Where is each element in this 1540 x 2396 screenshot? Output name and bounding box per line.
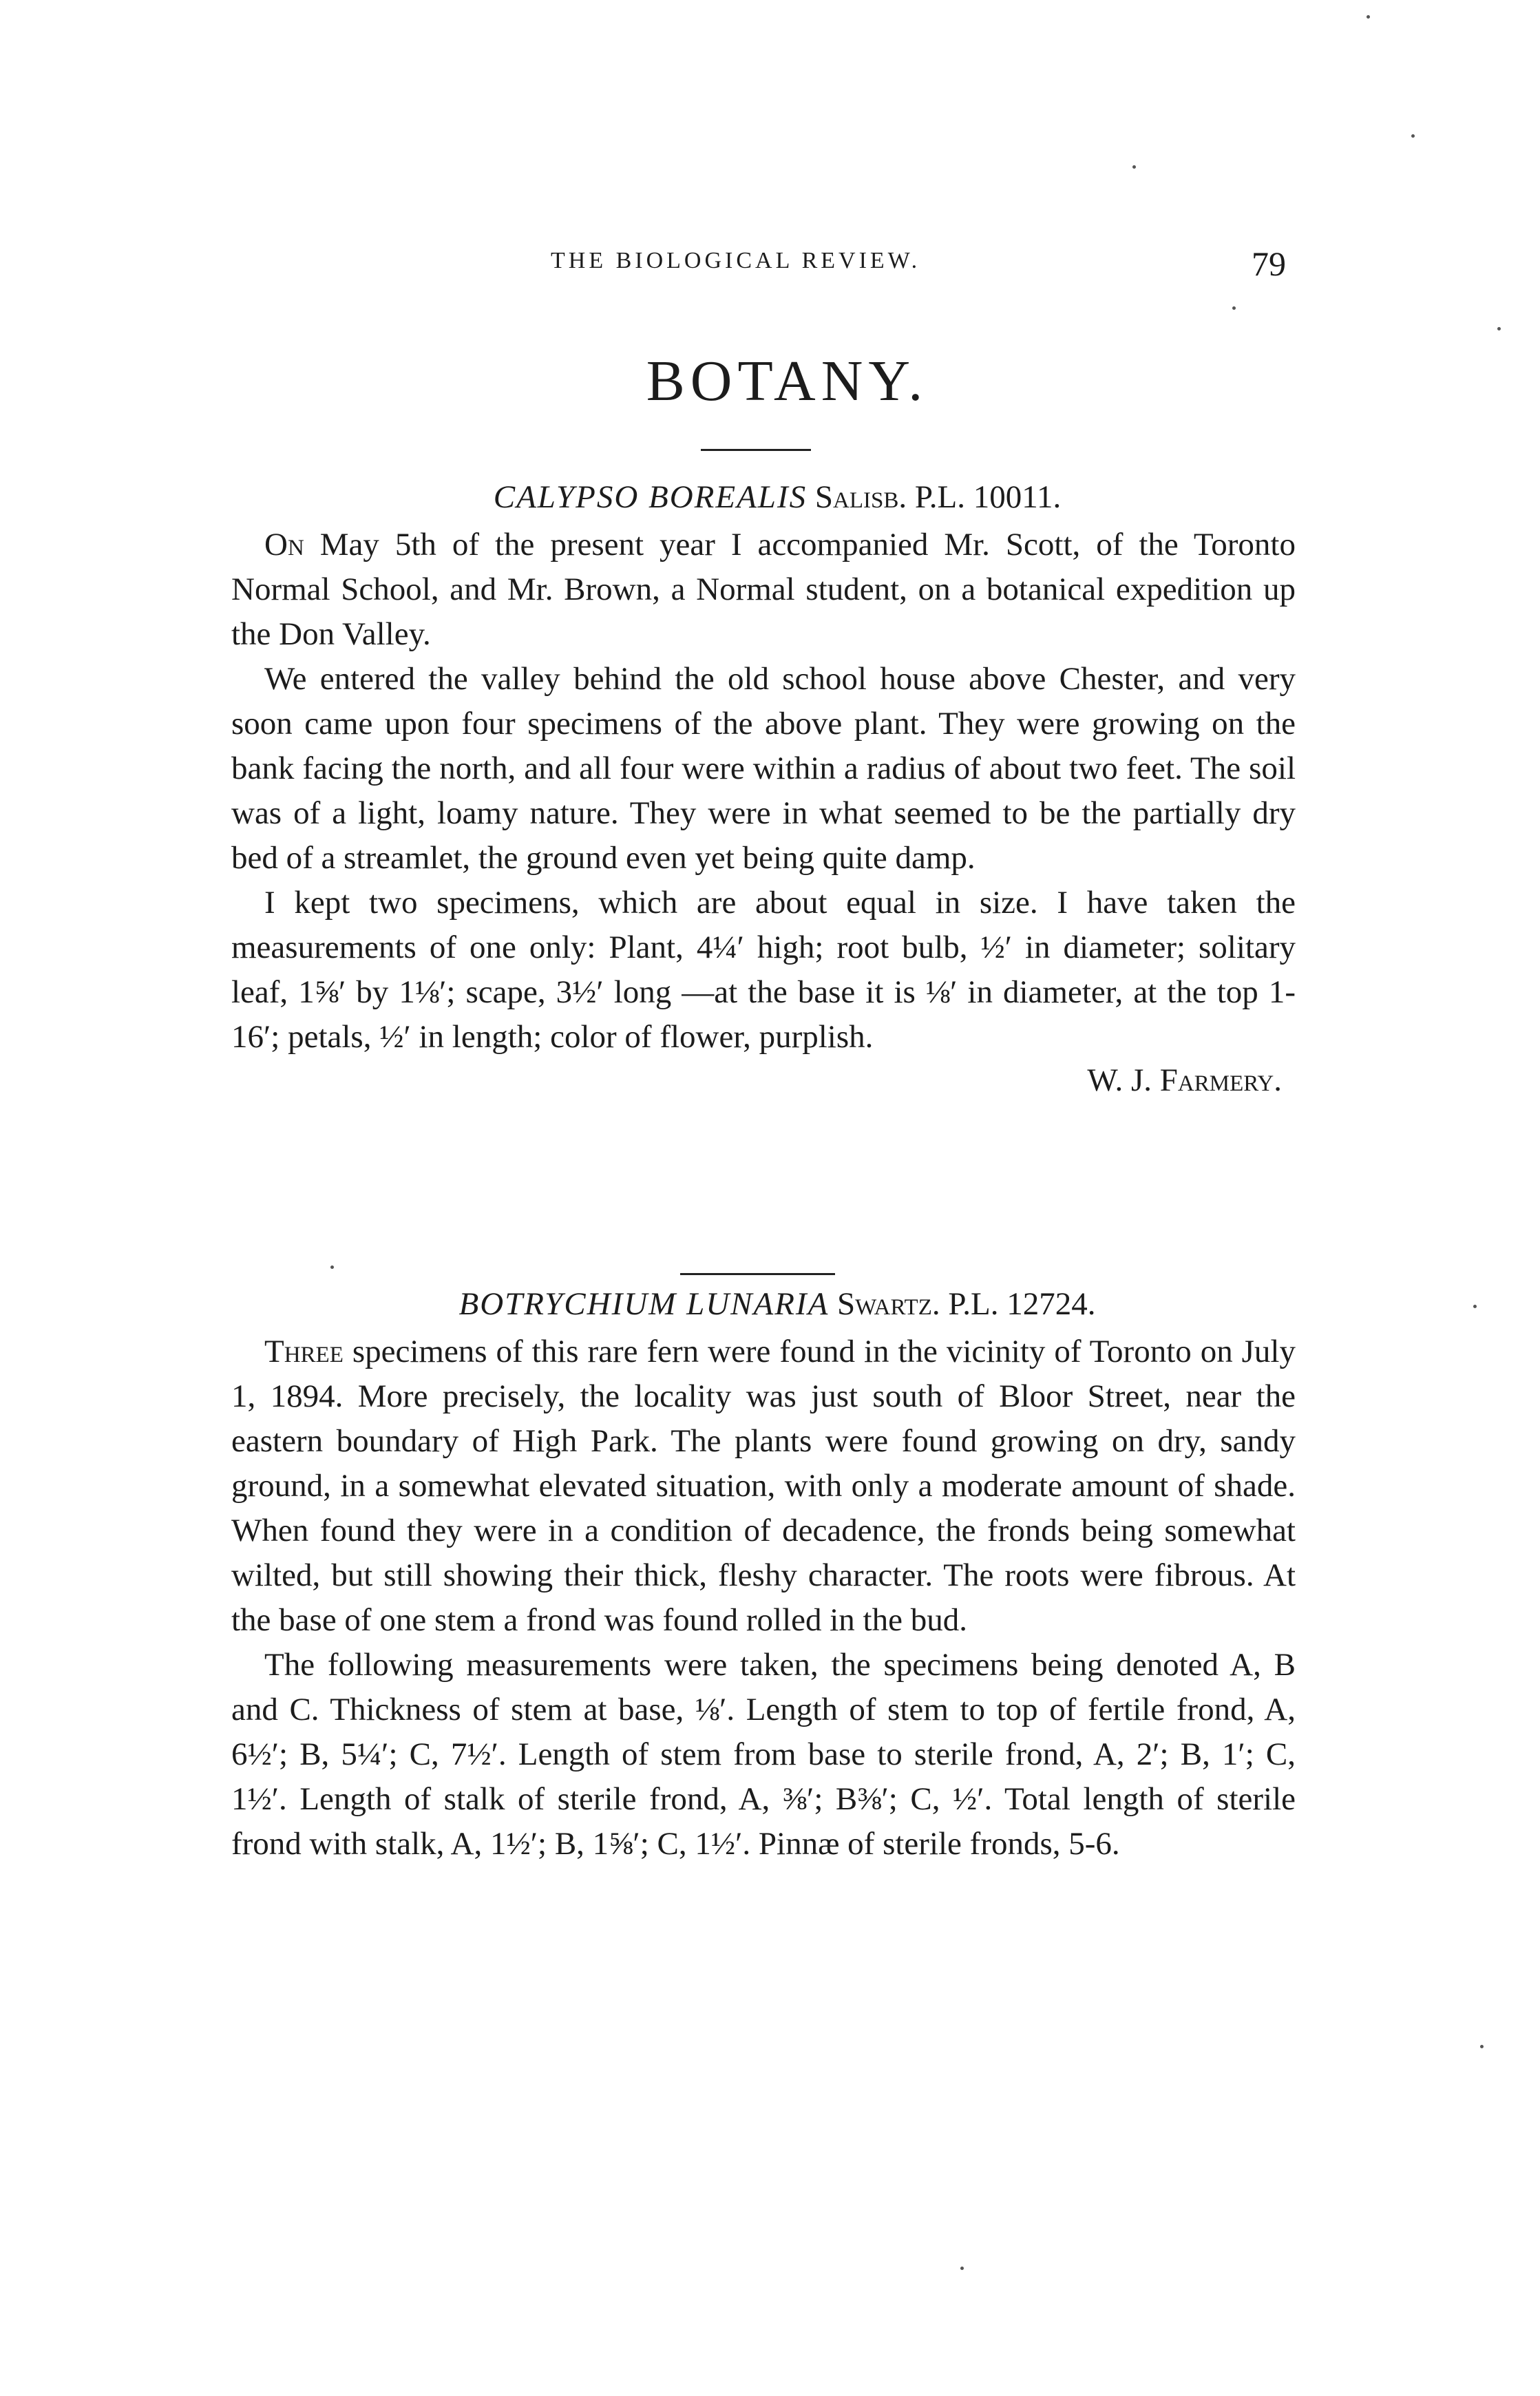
running-head <box>0 244 1540 289</box>
scan-speck <box>330 1265 334 1269</box>
article-botrychium <box>231 1282 1296 1867</box>
scientific-name: BOTRYCHIUM LUNARIA <box>458 1286 830 1322</box>
article-heading <box>231 475 1296 520</box>
paragraph <box>231 657 1296 881</box>
paragraph-text: specimens of this rare fern were found in the vicinity of Toronto on July 1, 1894. More precisely, the locality was just south of Bloor Street, near the eastern boundary of High Park. The plants were found growing on dry, sandy ground, in a somewhat elevated situation, with only a moderate amount of shade. When found they were in a condition of decadence, the fronds being somewhat wilted, but still showing their thick, fleshy character. The roots were fibrous. At the base of one stem a frond was found rolled in the bud. <box>231 1334 1296 1638</box>
paragraph-text: We entered the valley behind the old school house above Chester, and very soon came upon four specimens of the above plant. They were growing on the bank facing the north, and all four were within a radius of about two feet. The soil was of a light, loamy nature. They were in what seemed to be the partially dry bed of a streamlet, the ground even yet being quite damp. <box>231 661 1296 876</box>
article-calypso <box>231 475 1296 1103</box>
paragraph-text: The following measurements were taken, the specimens being denoted A, B and C. Thickness of stem at base, ⅛′. Length of stem to top of fertile frond, A, 6½′; B, 5¼′; C, 7½′. Length of stem from base to sterile frond, A, 2′; B, 1′; C, 1½′. Length of stalk of sterile frond, A, ⅜′; B⅜′; C, ½′. Total length of sterile frond with stalk, A, 1½′; B, 1⅝′; C, 1½′. Pinnæ of sterile fronds, 5-6. <box>231 1647 1296 1862</box>
scan-speck <box>960 2267 964 2270</box>
scan-speck <box>1497 327 1501 330</box>
scan-speck <box>1367 15 1370 19</box>
paragraph-lead: Three <box>264 1334 344 1369</box>
article-divider <box>680 1273 835 1275</box>
scientific-name: CALYPSO BOREALIS <box>493 479 808 515</box>
section-title: BOTANY. <box>646 349 929 413</box>
paragraph <box>231 1330 1296 1643</box>
species-authority: Salisb. <box>814 479 907 515</box>
reference-number: P.L. 10011. <box>914 479 1062 515</box>
paragraph <box>231 1643 1296 1867</box>
page-number: 79 <box>1252 244 1286 283</box>
species-authority: Swartz. <box>837 1286 940 1322</box>
section-divider <box>701 449 811 451</box>
paragraph-text: May 5th of the present year I accompanied Mr. Scott, of the Toronto Normal School, and Mr. Brown, a Normal student, on a botanical expedition up the Don Valley. <box>231 527 1296 652</box>
paragraph-lead: On <box>264 527 304 563</box>
running-title: THE BIOLOGICAL REVIEW. <box>551 248 921 273</box>
scan-speck <box>1232 306 1236 310</box>
paragraph <box>231 523 1296 657</box>
scan-speck <box>1411 134 1415 138</box>
article-heading <box>231 1282 1296 1327</box>
scan-speck <box>1473 1305 1477 1308</box>
author-signature: W. J. Farmery. <box>1087 1062 1282 1098</box>
scan-speck <box>1132 165 1136 169</box>
paragraph <box>231 881 1296 1060</box>
reference-number: P.L. 12724. <box>948 1286 1096 1322</box>
paragraph-text: I kept two specimens, which are about equal in size. I have taken the measurements of one only: Plant, 4¼′ high; root bulb, ½′ in diameter; solitary leaf, 1⅝′ by 1⅛′; scape, 3½′ long —at the base it is ⅛′ in diameter, at the top 1-16′; petals, ½′ in length; color of flower, purplish. <box>231 885 1296 1055</box>
scan-speck <box>1480 2045 1484 2048</box>
